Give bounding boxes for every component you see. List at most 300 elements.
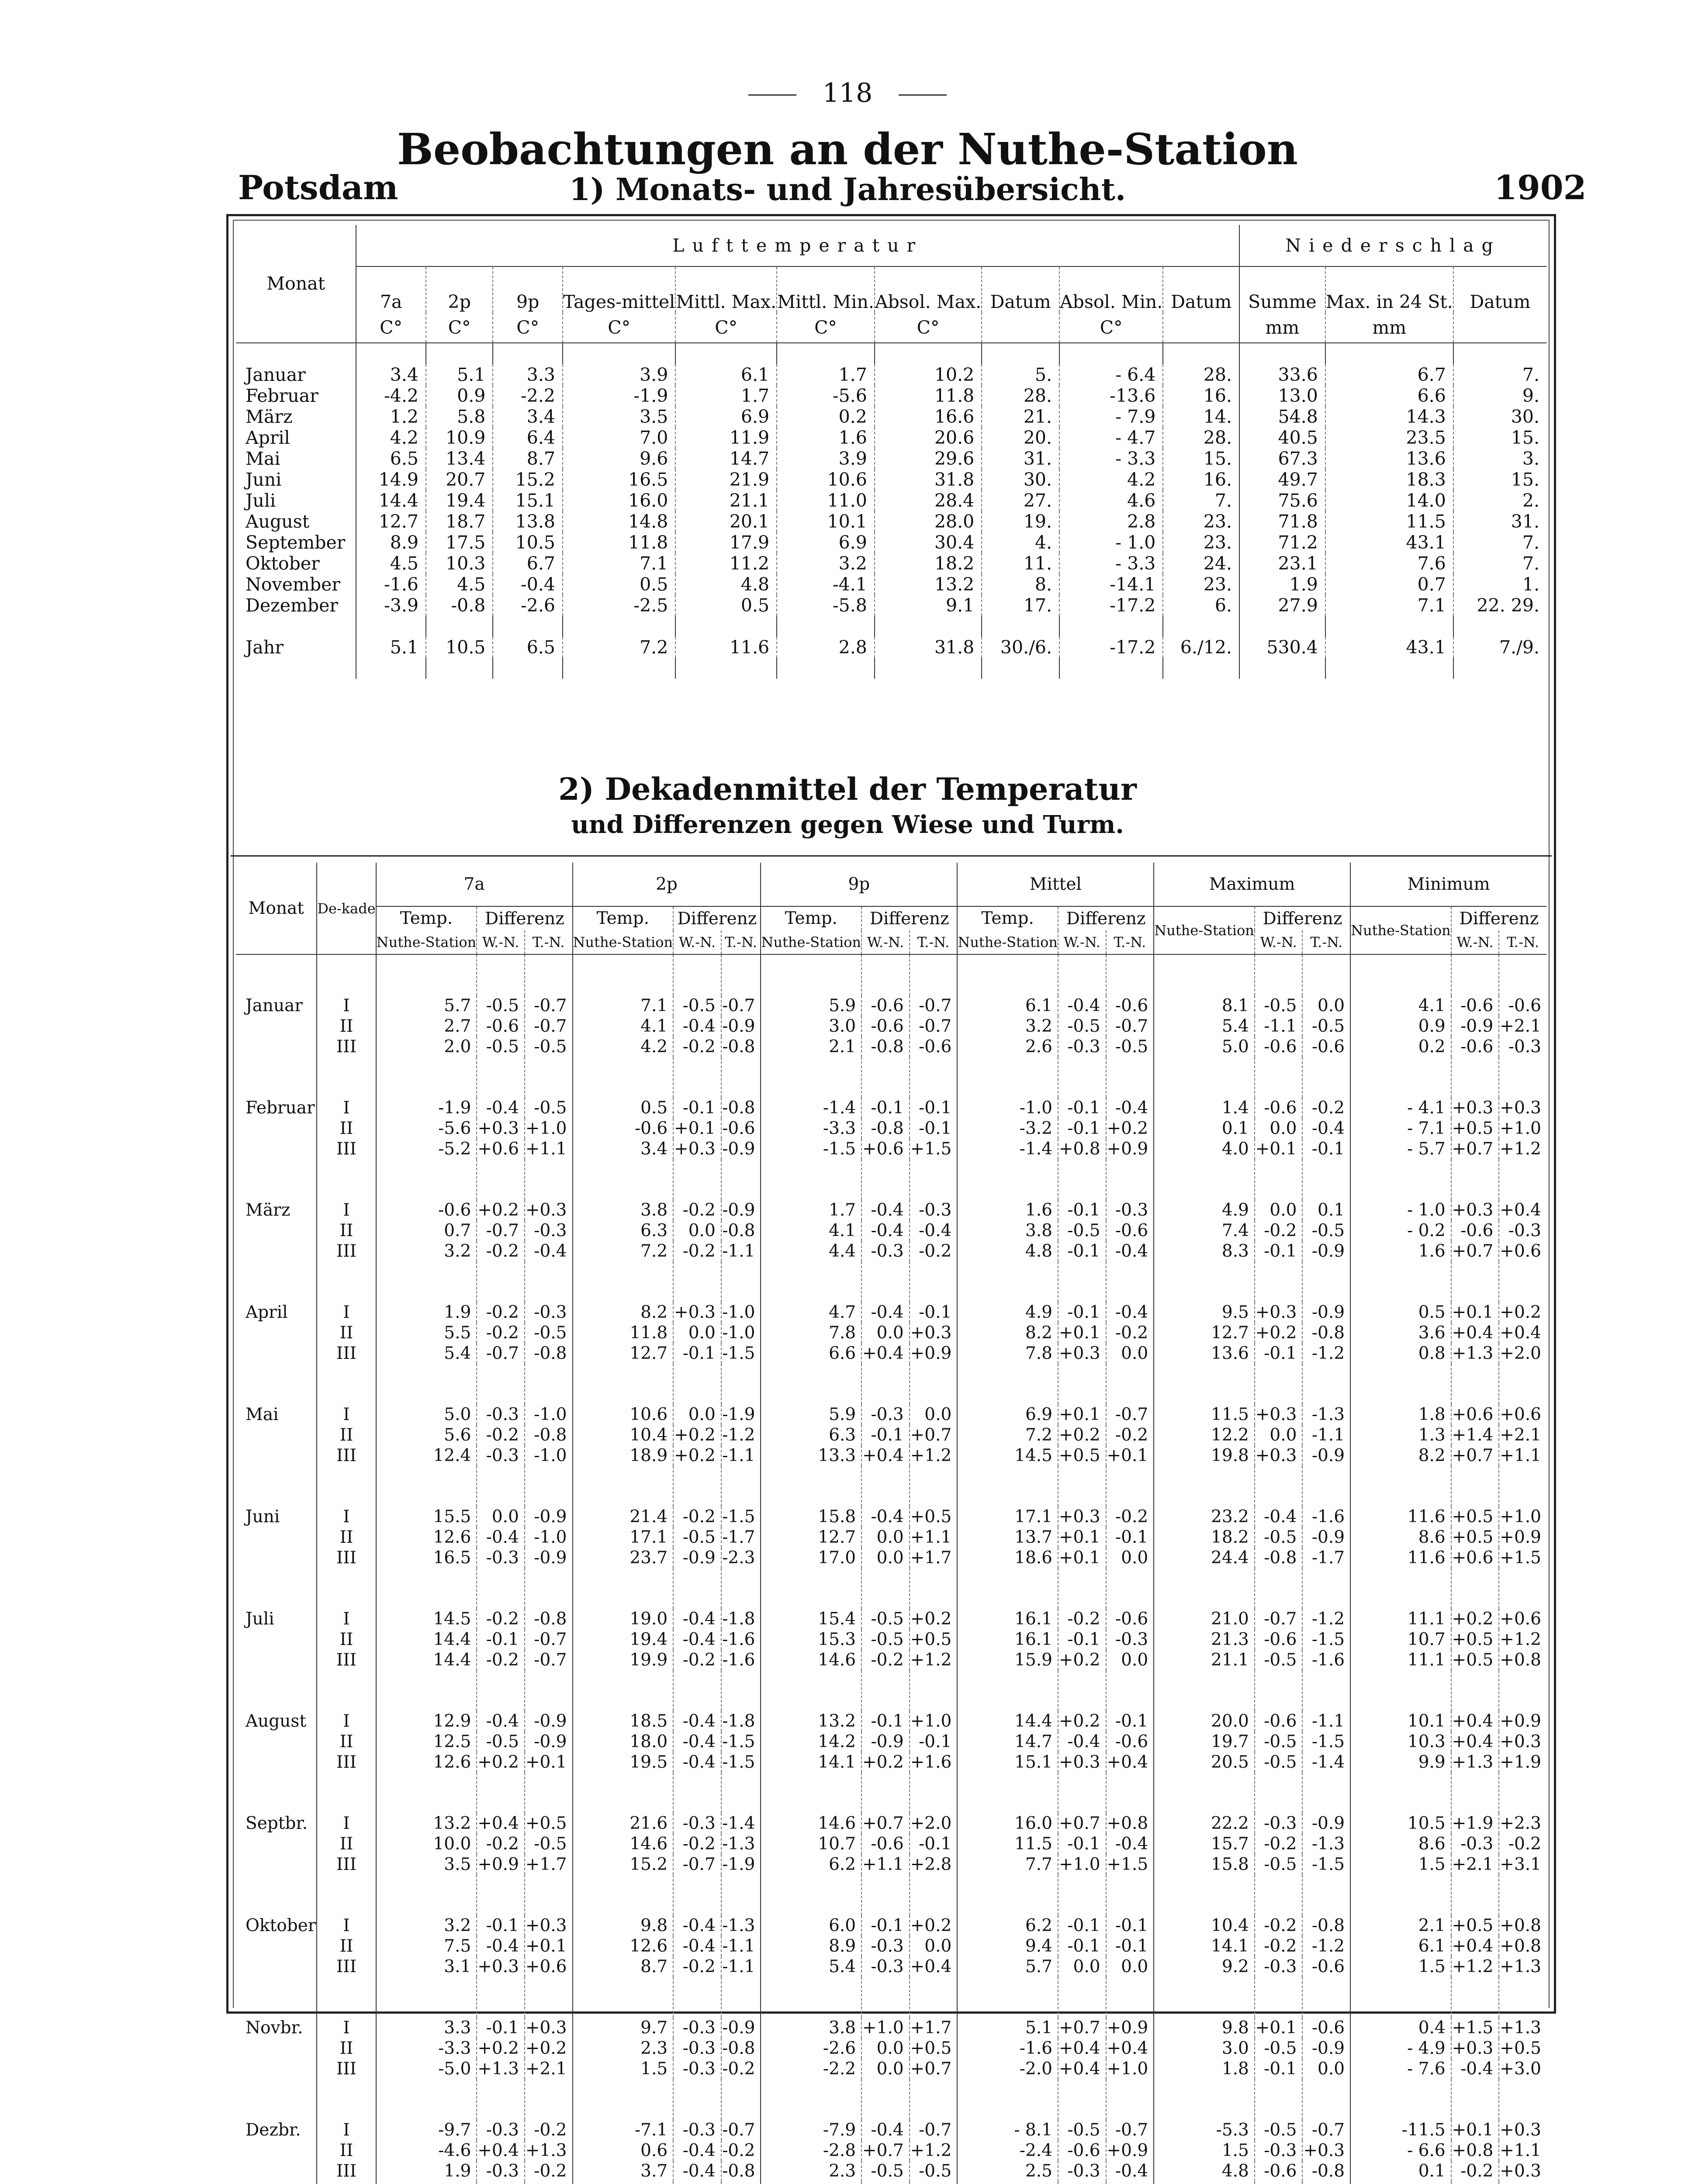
dekade-label: I [317, 1404, 376, 1425]
table-cell: 3.7 [573, 2161, 674, 2181]
table-cell: 10.5 [1350, 1813, 1451, 1834]
table-cell: -0.4 [1058, 995, 1106, 1016]
table-cell: +0.2 [673, 1425, 721, 1445]
table-cell: -0.6 [376, 1200, 477, 1220]
table-cell: -4.1 [777, 574, 875, 595]
table-cell: -0.1 [1058, 1098, 1106, 1118]
table-cell: 0.1 [1302, 1200, 1350, 1220]
table-cell: 12.7 [573, 1343, 674, 1364]
table-cell: -0.4 [1302, 1118, 1350, 1139]
table-cell: 4.4 [761, 1241, 861, 1261]
table-cell: -2.4 [957, 2140, 1058, 2161]
table-cell: 31. [1453, 511, 1546, 532]
table-cell: -2.3 [721, 1548, 761, 1568]
table-cell: 1.7 [675, 385, 777, 406]
table-cell: -0.4 [1058, 1731, 1106, 1752]
table-cell: 7. [1453, 532, 1546, 553]
table-cell: -0.6 [861, 1834, 910, 1854]
dekaden-table [236, 863, 1546, 2184]
t1-col-header: 9p [493, 266, 563, 312]
dekade-label: III [317, 1956, 376, 1977]
table-cell: 1.9 [376, 2161, 477, 2181]
table-cell: -0.5 [1302, 1220, 1350, 1241]
table-cell: 27.9 [1239, 595, 1325, 616]
table-cell: +1.1 [910, 1527, 958, 1548]
table-cell: 14.4 [376, 1650, 477, 1670]
table-cell: +1.2 [910, 1445, 958, 1466]
month-label: Juni [246, 1507, 280, 1527]
table-cell: +3.1 [1499, 1854, 1546, 1875]
table-cell: -1.1 [1302, 1711, 1350, 1731]
table-cell: +1.2 [1499, 1139, 1546, 1159]
table-cell: -0.9 [1302, 2038, 1350, 2059]
table-cell: -0.4 [673, 1711, 721, 1731]
dekade-label: I [317, 1098, 376, 1118]
t1-col-header: Absol. Min. [1059, 266, 1163, 312]
table-cell: -0.5 [525, 1834, 573, 1854]
dekade-label: III [317, 2161, 376, 2181]
table-cell: -0.1 [477, 2018, 525, 2038]
table-cell: 10.7 [1350, 1629, 1451, 1650]
table-cell: 7. [1453, 364, 1546, 385]
table-row [236, 1548, 1546, 1568]
table-cell: 11.1 [1350, 1609, 1451, 1629]
table-cell: -0.7 [910, 2120, 958, 2140]
table-cell: -0.5 [1058, 1016, 1106, 1037]
table-cell: 13.3 [761, 1445, 861, 1466]
table-row [236, 511, 1546, 532]
table-cell: -3.9 [356, 595, 426, 616]
table-cell: -0.8 [721, 1098, 761, 1118]
table-cell: -0.3 [1058, 2161, 1106, 2181]
t1-unit-header [982, 312, 1059, 343]
table-cell: -0.1 [1302, 1139, 1350, 1159]
table-cell: 0.0 [1058, 1956, 1106, 1977]
table-cell: -0.4 [910, 1220, 958, 1241]
table-cell: 0.0 [1302, 995, 1350, 1016]
table-cell: -0.2 [721, 2059, 761, 2079]
table-cell: 54.8 [1239, 406, 1325, 427]
table-cell: - 1.0 [1350, 1200, 1451, 1220]
table-cell: 530.4 [1239, 637, 1325, 658]
table-cell: 19.7 [1154, 1731, 1255, 1752]
table-cell: -0.4 [493, 574, 563, 595]
table-cell: 2.1 [1350, 1915, 1451, 1936]
table-cell: -17.2 [1059, 637, 1163, 658]
table-row [236, 1425, 1546, 1445]
table-cell: +0.2 [1058, 1425, 1106, 1445]
table-cell: 13.2 [376, 1813, 477, 1834]
table-cell: +0.1 [1058, 1527, 1106, 1548]
table-cell: -1.5 [721, 1752, 761, 1773]
table-cell: 7./9. [1453, 637, 1546, 658]
spacer-row [236, 1773, 1546, 1813]
t2-group-header: Mittel [957, 863, 1154, 906]
dekade-label: II [317, 1220, 376, 1241]
table-cell: 13.8 [493, 511, 563, 532]
table-cell: - 4.9 [1350, 2038, 1451, 2059]
table-cell: 4.2 [356, 427, 426, 448]
table-cell: 3.8 [761, 2018, 861, 2038]
table-row [236, 1834, 1546, 1854]
table-cell: 13.4 [426, 448, 493, 469]
table-cell: 7.8 [761, 1323, 861, 1343]
table-cell: -1.9 [721, 1854, 761, 1875]
table-cell: 6.1 [1350, 1936, 1451, 1956]
table-cell: +1.4 [1451, 1425, 1499, 1445]
table-cell: +0.1 [525, 1936, 573, 1956]
dekade-label: II [317, 1016, 376, 1037]
table-cell: -0.4 [861, 1507, 910, 1527]
table-cell: +0.2 [1058, 1650, 1106, 1670]
table-cell: -1.6 [721, 1629, 761, 1650]
month-label: Januar [246, 364, 306, 385]
table-cell: 2.3 [761, 2161, 861, 2181]
table-cell: 7. [1453, 553, 1546, 574]
table-cell: 14.1 [761, 1752, 861, 1773]
table-cell: +2.1 [1499, 1425, 1546, 1445]
table-cell: +1.0 [910, 1711, 958, 1731]
table-row [236, 1323, 1546, 1343]
table-cell: -0.8 [525, 1425, 573, 1445]
table-cell: 8.6 [1350, 1527, 1451, 1548]
table-cell: +0.9 [1499, 1711, 1546, 1731]
table-cell: - 6.4 [1059, 364, 1163, 385]
table-cell: -1.5 [761, 1139, 861, 1159]
table-cell: 4.9 [957, 1302, 1058, 1323]
table-cell: +1.7 [910, 2018, 958, 2038]
table-cell: +0.7 [910, 1425, 958, 1445]
table-cell: -0.4 [477, 1936, 525, 1956]
table-cell: 5.0 [376, 1404, 477, 1425]
table-cell: 16. [1163, 469, 1239, 490]
table-cell: 15.8 [761, 1507, 861, 1527]
table-cell: -0.7 [910, 1016, 958, 1037]
table-cell: -0.4 [1106, 1302, 1154, 1323]
table-cell: -0.1 [1058, 1629, 1106, 1650]
table-cell: -0.1 [910, 1098, 958, 1118]
t1-col-header: Absol. Max. [875, 266, 982, 312]
table-cell: -5.6 [777, 385, 875, 406]
table-cell: -0.9 [721, 1200, 761, 1220]
dekade-label: II [317, 1834, 376, 1854]
month-label: Juli [246, 1609, 274, 1629]
table-cell: -1.2 [1302, 1936, 1350, 1956]
table-cell: -1.0 [721, 1323, 761, 1343]
table-cell: -2.6 [493, 595, 563, 616]
table-cell: +0.3 [1499, 1098, 1546, 1118]
month-label: Januar [246, 996, 303, 1016]
table-cell: +0.9 [1106, 1139, 1154, 1159]
table-cell: +0.1 [525, 1752, 573, 1773]
t2-differenz-header: Differenz [1451, 906, 1546, 930]
dekade-label: I [317, 995, 376, 1016]
table-cell: -0.5 [1058, 1220, 1106, 1241]
dekade-label: I [317, 1609, 376, 1629]
month-label: April [246, 427, 290, 448]
section2-divider [231, 855, 1552, 857]
table-cell: -0.3 [673, 2059, 721, 2079]
table-row [236, 1854, 1546, 1875]
t1-unit-header [1453, 312, 1546, 343]
table-cell: 10.2 [875, 364, 982, 385]
table-cell: -0.7 [1106, 2120, 1154, 2140]
table-cell: 10.3 [426, 553, 493, 574]
table-cell: +0.7 [1451, 1445, 1499, 1466]
table-cell: 15.1 [957, 1752, 1058, 1773]
table-cell: 16. [1163, 385, 1239, 406]
table-cell: -0.4 [1451, 2059, 1499, 2079]
table-cell: -1.5 [1302, 1731, 1350, 1752]
table-cell: 7.7 [957, 1854, 1058, 1875]
table-cell: -0.2 [721, 2140, 761, 2161]
table-cell: -0.1 [673, 1343, 721, 1364]
table-cell: 40.5 [1239, 427, 1325, 448]
table-cell: -0.1 [861, 1915, 910, 1936]
table-cell: -0.6 [1106, 1731, 1154, 1752]
table-cell: -0.6 [861, 995, 910, 1016]
table-cell: 7.5 [376, 1936, 477, 1956]
table-cell: -1.1 [1255, 1016, 1303, 1037]
table-cell: 8.7 [573, 1956, 674, 1977]
table-cell: 18.9 [573, 1445, 674, 1466]
table-row [236, 532, 1546, 553]
table-cell: -5.2 [376, 1139, 477, 1159]
t2-wn-header: W.-N. [861, 930, 910, 954]
table-cell: 12.7 [356, 511, 426, 532]
table-cell: 4.8 [957, 1241, 1058, 1261]
table-cell: 6.2 [761, 1854, 861, 1875]
table-cell: 7.2 [957, 1425, 1058, 1445]
table-cell: -0.5 [673, 995, 721, 1016]
table-cell: 17.1 [957, 1507, 1058, 1527]
table-cell: +1.3 [1451, 1343, 1499, 1364]
table-cell: +1.0 [1058, 1854, 1106, 1875]
table-cell: -0.1 [477, 1915, 525, 1936]
table-cell: 9.9 [1350, 1752, 1451, 1773]
dekade-label: I [317, 1711, 376, 1731]
dekade-label: II [317, 1936, 376, 1956]
table-row [236, 2161, 1546, 2181]
table-cell: -1.9 [721, 1404, 761, 1425]
table-cell: +0.2 [525, 2038, 573, 2059]
table-cell: +0.6 [861, 1139, 910, 1159]
table-cell: +0.3 [1058, 1752, 1106, 1773]
table-cell: 11. [982, 553, 1059, 574]
dekade-label: I [317, 1813, 376, 1834]
table-cell: 23. [1163, 574, 1239, 595]
section2-subtitle: und Differenzen gegen Wiese und Turm. [571, 810, 1124, 839]
table-cell: 20.1 [675, 511, 777, 532]
table-cell: +0.3 [1499, 2120, 1546, 2140]
table-cell: 4.5 [426, 574, 493, 595]
spacer-row [236, 1568, 1546, 1609]
table-cell: 7.2 [573, 1241, 674, 1261]
table-cell: 8.6 [1350, 1834, 1451, 1854]
table-cell: 7.8 [957, 1343, 1058, 1364]
table-cell: 22.2 [1154, 1813, 1255, 1834]
table-cell: 20.6 [875, 427, 982, 448]
table-cell: -1.9 [376, 1098, 477, 1118]
table-cell: 13.7 [957, 1527, 1058, 1548]
table-cell: -5.3 [1154, 2120, 1255, 2140]
table-cell: - 8.1 [957, 2120, 1058, 2140]
table-cell: 17.9 [675, 532, 777, 553]
table-cell: -1.1 [721, 1956, 761, 1977]
table-cell: +0.3 [1255, 1445, 1303, 1466]
table-cell: -0.4 [673, 2161, 721, 2181]
table-cell: 3.8 [957, 1220, 1058, 1241]
table-cell: 12.2 [1154, 1425, 1255, 1445]
table-cell: +0.7 [861, 1813, 910, 1834]
t1-col-header: Mittl. Max. [675, 266, 777, 312]
table-cell: 7.4 [1154, 1220, 1255, 1241]
table-cell: +0.4 [861, 1343, 910, 1364]
table-cell: -0.5 [861, 1609, 910, 1629]
table-cell: 2.6 [957, 1037, 1058, 1057]
table-cell: -0.6 [1451, 1037, 1499, 1057]
table-cell: 2.8 [777, 637, 875, 658]
table-cell: 18.5 [573, 1711, 674, 1731]
table-cell: +0.6 [1499, 1609, 1546, 1629]
table-cell: -0.6 [1499, 995, 1546, 1016]
table-cell: -0.4 [1106, 1834, 1154, 1854]
table-cell: 0.0 [1302, 2059, 1350, 2079]
table-cell: -1.3 [721, 1834, 761, 1854]
table-cell: +0.3 [525, 1200, 573, 1220]
table-cell: +1.6 [910, 1752, 958, 1773]
lufttemperatur-header: Lufttemperatur [356, 225, 1239, 266]
table-cell: 8.2 [1350, 1445, 1451, 1466]
table-cell: +0.6 [1451, 1404, 1499, 1425]
table-cell: 3.4 [573, 1139, 674, 1159]
table-cell: -3.3 [761, 1118, 861, 1139]
spacer-row [236, 1261, 1546, 1302]
table-cell: 0.8 [1350, 1343, 1451, 1364]
table-cell: 0.7 [376, 1220, 477, 1241]
spacer-row [236, 1466, 1546, 1507]
table-cell: +0.2 [1499, 1302, 1546, 1323]
table-cell: -0.2 [1255, 1915, 1303, 1936]
table-cell: - 4.1 [1350, 1098, 1451, 1118]
table-cell: -1.2 [1302, 1343, 1350, 1364]
t2-temp-header: Temp. [376, 906, 477, 930]
spacer-row [236, 1159, 1546, 1200]
table-cell: 5.1 [356, 637, 426, 658]
table-cell: -0.6 [721, 1118, 761, 1139]
month-label: August [246, 1711, 307, 1731]
table-cell: 5.4 [761, 1956, 861, 1977]
table-cell: +2.8 [910, 1854, 958, 1875]
table-cell: 11.6 [1350, 1548, 1451, 1568]
table-cell: +0.5 [1499, 2038, 1546, 2059]
table-cell: -0.1 [1058, 1200, 1106, 1220]
table-cell: -0.4 [861, 1200, 910, 1220]
table-cell: 18.6 [957, 1548, 1058, 1568]
table-cell: 1.6 [957, 1200, 1058, 1220]
table-cell: +1.1 [1499, 2140, 1546, 2161]
table-cell: 4.5 [356, 553, 426, 574]
table-cell: +0.2 [1255, 1323, 1303, 1343]
table-cell: -0.4 [673, 2140, 721, 2161]
table-row [236, 1915, 1546, 1936]
table-cell: +3.0 [1499, 2059, 1546, 2079]
table-cell: -0.8 [1302, 2161, 1350, 2181]
table-cell: 3.0 [1154, 2038, 1255, 2059]
table-cell: -0.7 [525, 1629, 573, 1650]
table-cell: -0.1 [1058, 1834, 1106, 1854]
table-cell: +2.1 [525, 2059, 573, 2079]
table-cell: 14.5 [957, 1445, 1058, 1466]
table-cell: 0.6 [573, 2140, 674, 2161]
table-cell: -0.6 [477, 1016, 525, 1037]
table-cell: 0.0 [1255, 1200, 1303, 1220]
table-cell: 8.2 [573, 1302, 674, 1323]
table-cell: 19.8 [1154, 1445, 1255, 1466]
table-cell: 30. [982, 469, 1059, 490]
table-cell: 0.2 [777, 406, 875, 427]
table-cell: -1.1 [721, 1241, 761, 1261]
month-label: März [246, 406, 293, 427]
dekade-label: II [317, 1323, 376, 1343]
t2-wn-header: W.-N. [477, 930, 525, 954]
table-cell: -0.4 [861, 1220, 910, 1241]
table-cell: -0.5 [1255, 1752, 1303, 1773]
t1-col-header: Summe [1239, 266, 1325, 312]
table-cell: 11.8 [573, 1323, 674, 1343]
table-cell: 15.8 [1154, 1854, 1255, 1875]
table-cell: +1.9 [1451, 1813, 1499, 1834]
table-cell: 21.0 [1154, 1609, 1255, 1629]
table-cell: 23. [1163, 532, 1239, 553]
table-cell: +1.0 [1499, 1507, 1546, 1527]
table-cell: +0.1 [1058, 1548, 1106, 1568]
table-cell: -0.8 [861, 1037, 910, 1057]
table-cell: -2.5 [563, 595, 675, 616]
table-cell: +1.3 [477, 2059, 525, 2079]
table-cell: 1.5 [1154, 2140, 1255, 2161]
t2-temp-header: Temp. [573, 906, 674, 930]
table-cell: +0.7 [1058, 2018, 1106, 2038]
table-cell: +0.6 [1499, 1404, 1546, 1425]
table-cell: +0.2 [1058, 1711, 1106, 1731]
dekade-label: II [317, 1629, 376, 1650]
t2-group-header: 7a [376, 863, 573, 906]
table-cell: 4.1 [1350, 995, 1451, 1016]
table-cell: 3.1 [376, 1956, 477, 1977]
table-cell: -0.2 [525, 2120, 573, 2140]
table-cell: -0.9 [721, 1139, 761, 1159]
table-cell: 7.6 [1325, 553, 1453, 574]
table-cell: 5.7 [957, 1956, 1058, 1977]
table-cell: +0.4 [1451, 1711, 1499, 1731]
table-row [236, 1302, 1546, 1323]
table-cell: -3.3 [376, 2038, 477, 2059]
table-cell: -0.3 [477, 1445, 525, 1466]
table-cell: - 3.3 [1059, 448, 1163, 469]
month-label: Oktober [246, 1916, 316, 1935]
t1-col-header: Max. in 24 St. [1325, 266, 1453, 312]
table-cell: -0.2 [477, 1425, 525, 1445]
table-cell: 43.1 [1325, 637, 1453, 658]
table-cell: 0.5 [573, 1098, 674, 1118]
table-row [236, 595, 1546, 616]
table-cell: +0.8 [1499, 1936, 1546, 1956]
table-cell: -0.6 [1255, 1098, 1303, 1118]
table-cell: -1.4 [761, 1098, 861, 1118]
table-cell: -0.7 [525, 995, 573, 1016]
table-cell: 28. [1163, 427, 1239, 448]
